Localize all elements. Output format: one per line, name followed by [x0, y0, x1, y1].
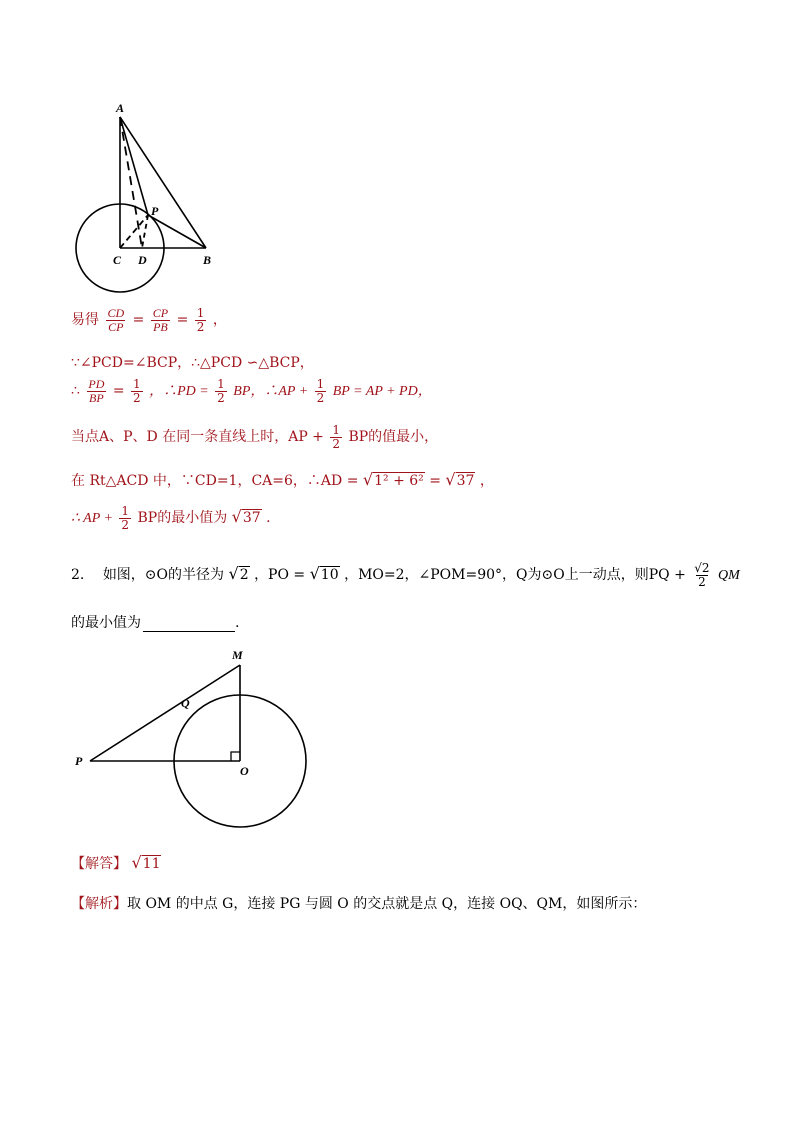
fraction-cd-cp: [105, 307, 126, 333]
segment-pm: [90, 665, 240, 761]
fraction-pd-bp: [86, 378, 106, 404]
solution-line-3: [71, 378, 432, 404]
solution-line-4: [71, 424, 438, 450]
answer-tag: 【解答】: [71, 856, 127, 872]
fraction-root2-over-2: [692, 562, 711, 588]
line3-t3: ，∴PD =: [149, 384, 209, 400]
frac-den: PB: [153, 319, 168, 334]
frac-num: √2: [694, 561, 710, 575]
frac-num: PD: [88, 377, 105, 391]
line5-t3: ，: [479, 473, 494, 489]
line3-t5: BP = AP + PD，: [332, 384, 432, 400]
fraction-one-half: [330, 424, 342, 450]
segment-pd-dashed: [142, 215, 148, 248]
analysis-line: [71, 893, 646, 913]
problem-2-line-2: [71, 612, 239, 632]
solution-line-6: [71, 505, 271, 531]
sqrt-2: √2: [228, 564, 249, 584]
sqrt-10: √10: [309, 564, 339, 584]
figure-1-triangle-circle: [60, 95, 240, 295]
line1-prefix: 易得: [71, 312, 99, 329]
segment-ap: [120, 117, 148, 215]
line5-t2: =: [429, 473, 441, 489]
problem2-t2: ，PO =: [254, 567, 306, 584]
analysis-tag: 【解析】: [71, 896, 127, 912]
line3-t2: =: [112, 383, 125, 400]
line6-t1: ∴ AP +: [71, 511, 113, 527]
sqrt-1sq-6sq: √1² + 6²: [362, 470, 424, 489]
frac-den: 2: [217, 390, 225, 405]
line3-t1: ∴: [71, 383, 80, 400]
label-p: P: [151, 204, 159, 218]
frac-den: 2: [332, 436, 341, 451]
line5-t1: 在 Rt△ACD 中，∵CD=1，CA=6，∴AD =: [71, 473, 359, 489]
problem2-t1: 如图，⊙O的半径为: [102, 567, 225, 584]
label-b: B: [203, 253, 212, 267]
radicand: 10: [320, 567, 339, 584]
radicand: 1² + 6²: [374, 473, 424, 489]
fraction-one-half: [195, 307, 207, 333]
segment-ab: [120, 117, 206, 248]
fraction-one-half: [119, 505, 131, 531]
equals: =: [176, 312, 189, 329]
frac-den: 2: [196, 319, 205, 334]
fraction-cp-pb: [151, 307, 170, 333]
answer-blank[interactable]: [143, 631, 235, 632]
sqrt-37: √37: [231, 507, 261, 527]
frac-den: BP: [89, 390, 104, 405]
line4-t2: BP的值最小，: [348, 429, 439, 446]
figure-2-circle-triangle: [70, 645, 320, 835]
line3-t4: BP，∴AP +: [233, 384, 309, 400]
label-c: C: [113, 253, 122, 267]
line1-suffix: ，: [212, 312, 227, 329]
frac-den: 2: [121, 517, 130, 532]
radicand: 2: [239, 567, 249, 584]
frac-num: CD: [107, 306, 125, 320]
solution-line-1: [71, 307, 227, 333]
problem2-line2-end: .: [235, 615, 240, 631]
label-p: P: [75, 754, 83, 768]
frac-den: 2: [316, 390, 325, 405]
frac-num: 1: [332, 423, 341, 437]
frac-den: 2: [133, 390, 141, 405]
frac-num: 1: [316, 377, 325, 391]
line6-t3: .: [266, 510, 271, 527]
solution-line-5: [71, 470, 494, 490]
line2-text: ∵∠PCD=∠BCP，∴△PCD ∽△BCP，: [71, 355, 314, 371]
fraction-one-half: [215, 378, 227, 404]
line6-t2: BP的最小值为: [137, 510, 228, 527]
frac-num: 1: [217, 377, 225, 391]
sqrt-37: √37: [445, 470, 475, 489]
fraction-one-half: [315, 378, 327, 404]
line4-t1: 当点A、P、D 在同一条直线上时，AP +: [71, 429, 324, 446]
problem2-line2: 的最小值为: [71, 615, 141, 631]
label-m: M: [232, 648, 243, 662]
frac-num: CP: [152, 306, 169, 320]
sqrt-11: √11: [131, 853, 161, 872]
radicand: 37: [242, 510, 261, 527]
label-d: D: [138, 253, 147, 267]
solution-line-2: [71, 352, 314, 372]
problem-2-statement: [71, 562, 740, 588]
frac-den: 2: [698, 574, 706, 589]
frac-num: 1: [121, 504, 130, 518]
problem2-t3: ，MO=2，∠POM=90°，Q为⊙O上一动点，则PQ +: [344, 567, 686, 584]
frac-den: CP: [108, 319, 124, 334]
frac-num: 1: [196, 306, 205, 320]
frac-num: 1: [133, 377, 141, 391]
problem-number: 2.: [71, 567, 85, 584]
analysis-text: 取 OM 的中点 G，连接 PG 与圆 O 的交点就是点 Q，连接 OQ、QM，如图所示：: [127, 896, 647, 912]
label-q: Q: [181, 696, 190, 710]
label-o: O: [240, 764, 249, 778]
radicand: 37: [456, 473, 475, 489]
answer-line: [71, 853, 161, 873]
equals: =: [132, 312, 145, 329]
right-angle-mark: [231, 752, 240, 761]
segment-pb: [148, 215, 206, 248]
fraction-one-half: [131, 378, 143, 404]
problem2-t4: QM: [718, 568, 740, 584]
label-a: A: [116, 101, 125, 115]
radicand: 11: [142, 856, 161, 872]
